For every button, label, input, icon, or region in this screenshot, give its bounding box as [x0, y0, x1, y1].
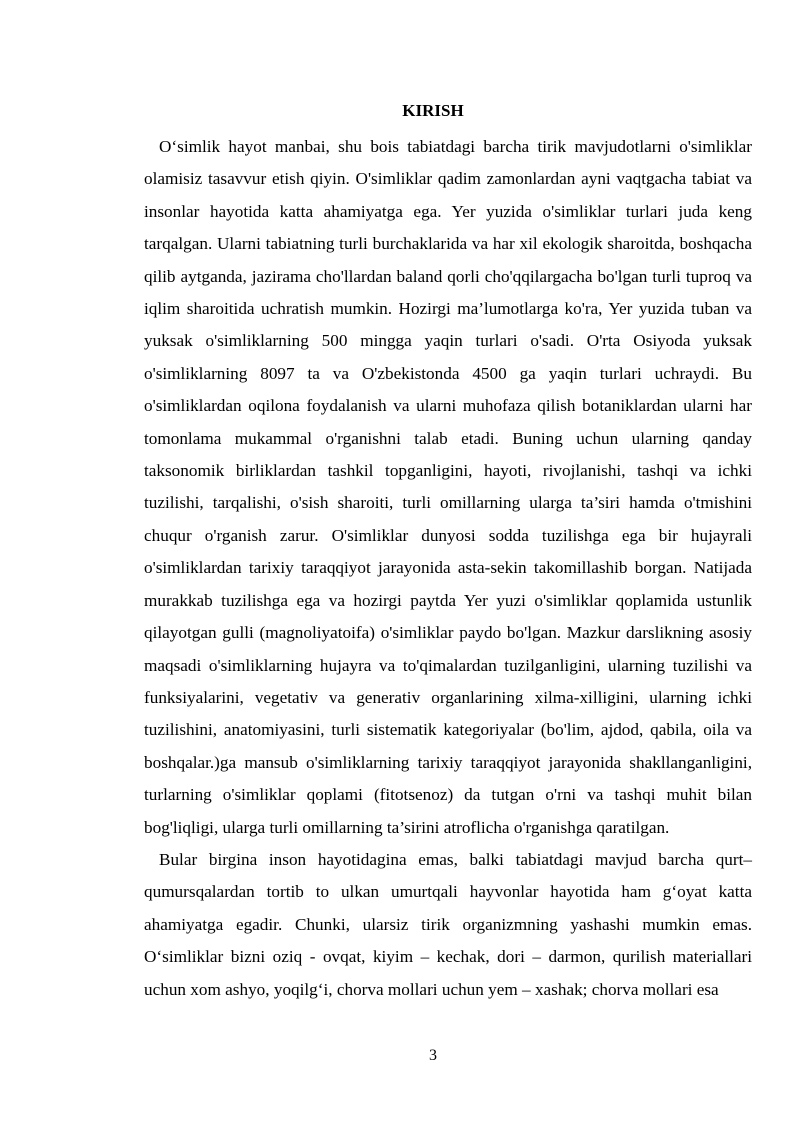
- paragraph: Bular birgina inson hayotidagina emas, balki tabiatdagi mavjud barcha qurt–qumursqalardan tortib to ulkan umurtqali hayvonlar hayotida ham g‘oyat katta ahamiyatga egadir. Chunki, ularsiz tirik organizmning yashashi mumkin emas. O‘simliklar bizni oziq - ovqat, kiyim – kechak, dori – darmon, qurilish materiallari uchun xom ashyo, yoqilg‘i, chorva mollari uchun yem – xashak; chorva mollari esa: [144, 849, 752, 999]
- page-title: KIRISH: [402, 101, 464, 120]
- paragraph: O‘simlik hayot manbai, shu bois tabiatdagi barcha tirik mavjudotlarni o'simliklar olamisiz tasavvur etish qiyin. O'simliklar qadim zamonlardan ayni vaqtgacha tabiat va insonlar hayotida katta ahamiyatga ega. Yer yuzida o'simliklar turlari juda keng tarqalgan. Ularni tabiatning turli burchaklarida va har xil ekologik sharoitda, boshqacha qilib aytganda, jazirama cho'llardan baland qorli cho'qqilargacha bo'lgan turli tuproq va iqlim sharoitida uchratish mumkin. Hozirgi ma’lumotlarga ko'ra, Yer yuzida tuban va yuksak o'simliklarning 500 mingga yaqin turlari o'sadi. O'rta Osiyoda yuksak o'simliklarning 8097 ta va O'zbekistonda 4500 ga yaqin turlari uchraydi. Bu o'simliklardan oqilona foydalanish va ularni muhofaza qilish botaniklardan ularni har tomonlama mukammal o'rganishni talab etadi. Buning uchun ularning qanday taksonomik birliklardan tashkil topganligini, hayoti, rivojlanishi, tashqi va ichki tuzilishi, tarqalishi, o'sish sharoiti, turli omillarning ularga ta’siri hamda o'tmishini chuqur o'rganish zarur. O'simliklar dunyosi sodda tuzilishga ega bir hujayrali o'simliklardan tarixiy taraqqiyot jarayonida asta-sekin takomillashib borgan. Natijada murakkab tuzilishga ega va hozirgi paytda Yer yuzi o'simliklar qoplamida ustunlik qilayotgan gulli (magnoliyatoifa) o'simliklar paydo bo'lgan. Mazkur darslikning asosiy maqsadi o'simliklarning hujayra va to'qimalardan tuzilganligini, ularning tuzilishi va funksiyalarini, vegetativ va generativ organlarining xilma-xilligini, ularning ichki tuzilishini, anatomiyasini, turli sistematik kategoriyalar (bo'lim, ajdod, qabila, oila va boshqalar.)ga mansub o'simliklarning tarixiy taraqqiyot jarayonida shakllanganligini, turlarning o'simliklar qoplami (fitotsenoz) da tutgan o'rni va tashqi muhit bilan bog'liqligi, ularga turli omillarning ta’sirini atroflicha o'rganishga qaratilgan.: [144, 137, 752, 837]
- page-number: 3: [429, 1047, 437, 1064]
- body-text: [144, 131, 752, 1006]
